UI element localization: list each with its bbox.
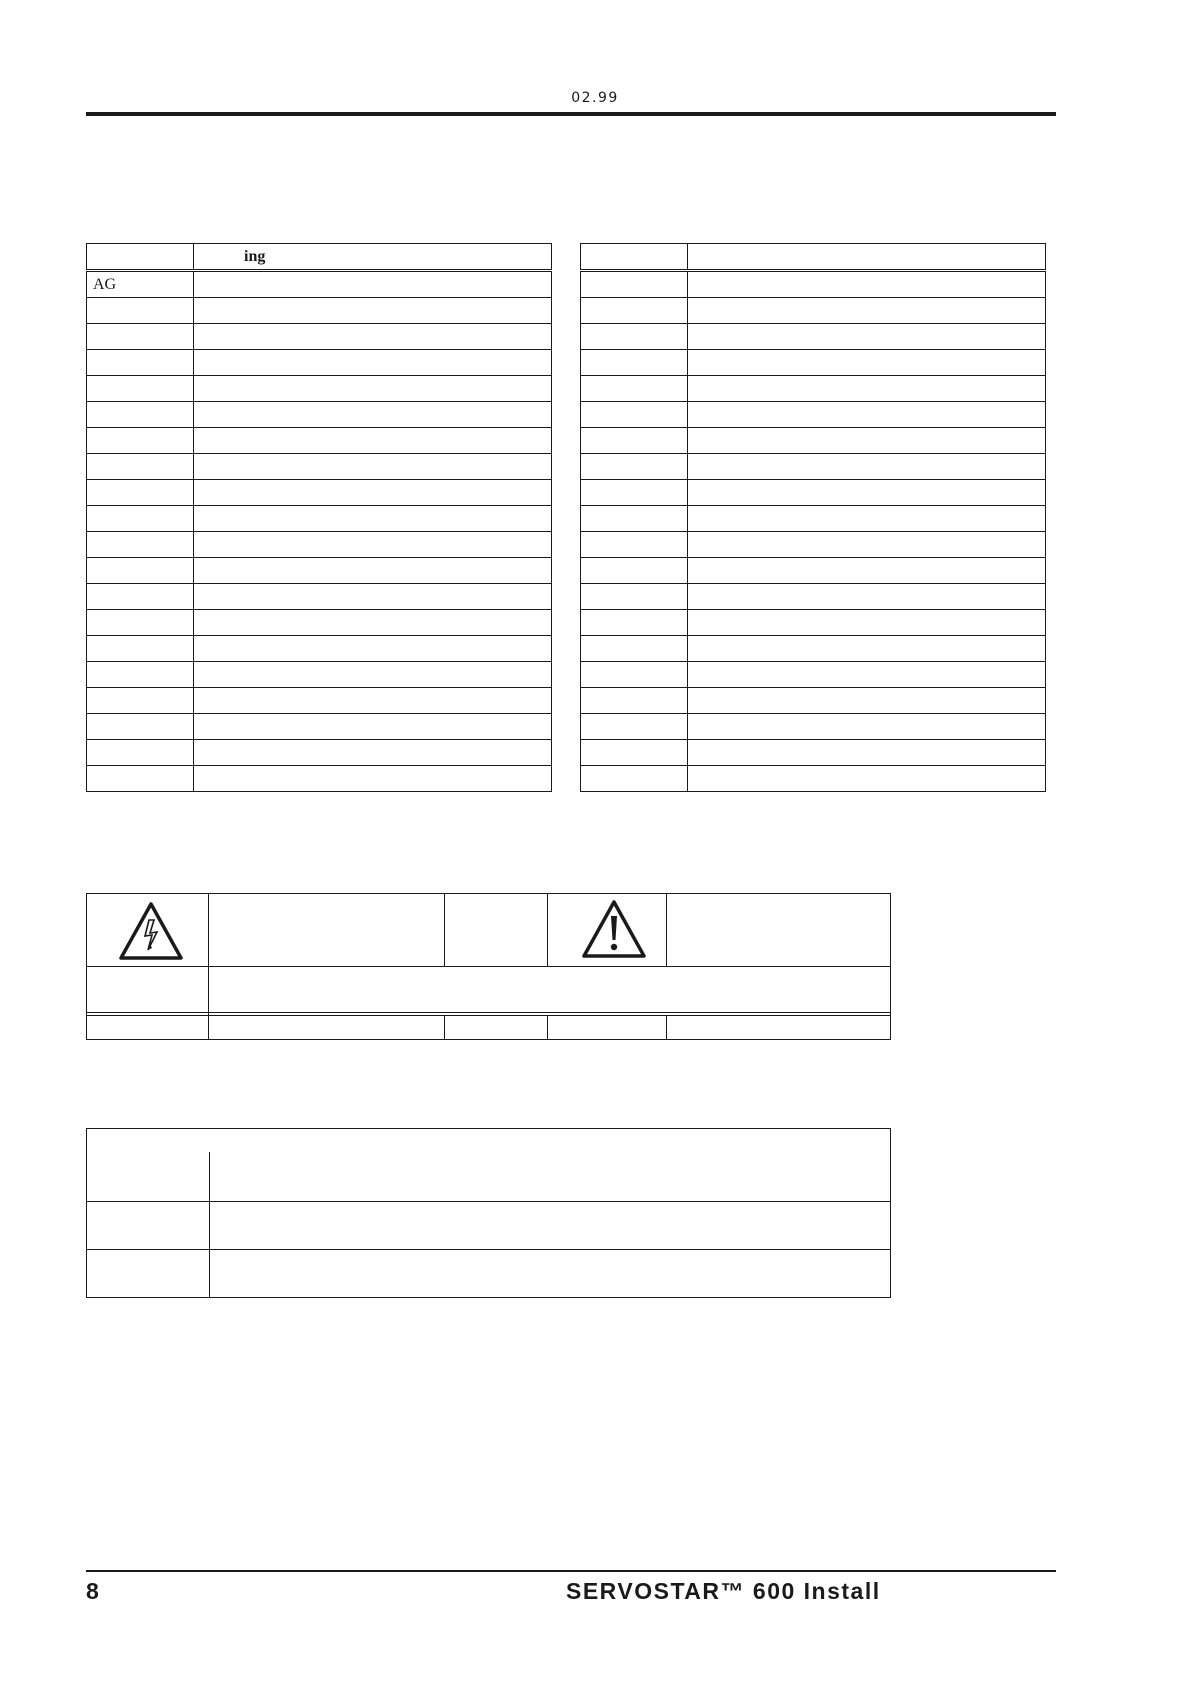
left-table-cell <box>87 350 194 376</box>
right-table-cell <box>688 636 1046 662</box>
left-table-row <box>87 506 552 532</box>
right-table-cell <box>581 662 688 688</box>
right-table-row <box>581 688 1046 714</box>
right-table-cell <box>581 298 688 324</box>
right-table-row <box>581 428 1046 454</box>
right-table-row <box>581 766 1046 792</box>
left-table-cell <box>87 558 194 584</box>
left-table-cell <box>194 324 552 350</box>
left-table-cell <box>87 324 194 350</box>
right-table-row <box>581 350 1046 376</box>
left-table-cell <box>194 350 552 376</box>
right-table-row <box>581 298 1046 324</box>
left-table-cell <box>194 610 552 636</box>
right-table-row <box>581 532 1046 558</box>
right-table-cell <box>581 271 688 298</box>
left-table-row <box>87 714 552 740</box>
electrical-hazard-icon <box>117 900 185 962</box>
left-table-cell: AG <box>87 271 194 298</box>
left-table-cell <box>194 376 552 402</box>
left-table-cell <box>87 766 194 792</box>
left-table-cell <box>87 610 194 636</box>
left-table-row <box>87 766 552 792</box>
left-table-row <box>87 610 552 636</box>
right-table-cell <box>688 324 1046 350</box>
left-table-cell <box>194 506 552 532</box>
left-table-cell <box>87 428 194 454</box>
right-table-row <box>581 610 1046 636</box>
right-table-row <box>581 324 1046 350</box>
header-rule <box>86 112 1056 116</box>
left-table-cell <box>87 740 194 766</box>
left-table-cell <box>194 298 552 324</box>
right-table-cell <box>688 662 1046 688</box>
left-table-cell <box>194 662 552 688</box>
right-table-cell <box>688 766 1046 792</box>
right-table-header-cell <box>581 244 688 271</box>
left-table-cell <box>87 376 194 402</box>
left-table-row <box>87 402 552 428</box>
left-table-cell <box>194 428 552 454</box>
left-table-row <box>87 480 552 506</box>
left-table-row <box>87 558 552 584</box>
right-table-cell <box>581 584 688 610</box>
right-table-cell <box>581 740 688 766</box>
document-title: SERVOSTAR™ 600 Install <box>566 1578 881 1604</box>
left-table-row <box>87 271 552 298</box>
symbols-table-left <box>86 243 552 792</box>
right-table-cell <box>688 584 1046 610</box>
left-table-header-row <box>87 244 552 271</box>
symbols-table-right <box>580 243 1046 792</box>
right-table-header-row <box>581 244 1046 271</box>
left-table-row <box>87 350 552 376</box>
left-table-row <box>87 688 552 714</box>
right-table-cell <box>581 714 688 740</box>
left-table-cell <box>194 688 552 714</box>
left-table-row <box>87 662 552 688</box>
right-table-row <box>581 662 1046 688</box>
left-table-cell <box>194 454 552 480</box>
footer-rule <box>86 1570 1056 1572</box>
right-table-cell <box>688 298 1046 324</box>
left-table-row <box>87 298 552 324</box>
right-table-cell <box>581 532 688 558</box>
abbreviation-legend-table <box>86 1128 891 1298</box>
left-table-cell <box>194 558 552 584</box>
right-table-cell <box>688 610 1046 636</box>
left-table-cell <box>87 584 194 610</box>
page-number: 8 <box>86 1578 99 1604</box>
left-table-cell <box>87 454 194 480</box>
left-table-cell <box>194 480 552 506</box>
right-table-cell <box>688 454 1046 480</box>
left-table-row <box>87 428 552 454</box>
left-table-cell <box>87 402 194 428</box>
left-table-cell <box>194 636 552 662</box>
left-table-row <box>87 740 552 766</box>
right-table-row <box>581 714 1046 740</box>
right-table-cell <box>688 714 1046 740</box>
right-table-cell <box>688 688 1046 714</box>
left-table-row <box>87 324 552 350</box>
right-table-cell <box>581 376 688 402</box>
right-table-cell <box>581 480 688 506</box>
right-table-cell <box>581 688 688 714</box>
left-table-header-cell <box>87 244 194 271</box>
left-table-cell <box>87 532 194 558</box>
right-table-cell <box>688 402 1046 428</box>
left-table-cell <box>87 688 194 714</box>
right-table-cell <box>688 740 1046 766</box>
right-table-cell <box>581 454 688 480</box>
right-table-cell <box>581 324 688 350</box>
header-date: 02.99 <box>571 90 619 106</box>
right-table-row <box>581 402 1046 428</box>
right-table-cell <box>688 376 1046 402</box>
left-table-header-cell: ing <box>194 244 552 271</box>
right-table-row <box>581 506 1046 532</box>
right-table-cell <box>581 766 688 792</box>
right-table-row <box>581 636 1046 662</box>
left-table-cell <box>194 271 552 298</box>
left-table-cell <box>87 662 194 688</box>
right-table-row <box>581 480 1046 506</box>
right-table-row <box>581 740 1046 766</box>
left-table-cell <box>87 298 194 324</box>
right-table-row <box>581 271 1046 298</box>
right-table-row <box>581 376 1046 402</box>
right-table-cell <box>688 558 1046 584</box>
left-table-cell <box>87 506 194 532</box>
left-table-row <box>87 532 552 558</box>
warning-symbols-table <box>86 893 891 1040</box>
left-table-cell <box>194 584 552 610</box>
right-table-row <box>581 584 1046 610</box>
left-table-cell <box>87 480 194 506</box>
left-table-row <box>87 584 552 610</box>
right-table-row <box>581 558 1046 584</box>
left-table-cell <box>194 402 552 428</box>
left-table-row <box>87 636 552 662</box>
left-table-cell <box>194 740 552 766</box>
right-table-cell <box>581 350 688 376</box>
right-table-header-cell <box>688 244 1046 271</box>
left-table-cell <box>87 714 194 740</box>
left-table-row <box>87 376 552 402</box>
right-table-cell <box>688 480 1046 506</box>
left-table-cell <box>194 532 552 558</box>
right-table-row <box>581 454 1046 480</box>
right-table-cell <box>581 402 688 428</box>
right-table-cell <box>581 610 688 636</box>
right-table-cell <box>581 558 688 584</box>
right-table-cell <box>581 636 688 662</box>
general-warning-icon <box>580 898 648 960</box>
left-table-cell <box>194 714 552 740</box>
left-table-cell <box>194 766 552 792</box>
left-table-cell <box>87 636 194 662</box>
left-table-row <box>87 454 552 480</box>
right-table-cell <box>688 428 1046 454</box>
right-table-cell <box>581 428 688 454</box>
right-table-cell <box>688 506 1046 532</box>
right-table-cell <box>688 532 1046 558</box>
right-table-cell <box>688 271 1046 298</box>
right-table-cell <box>688 350 1046 376</box>
right-table-cell <box>581 506 688 532</box>
